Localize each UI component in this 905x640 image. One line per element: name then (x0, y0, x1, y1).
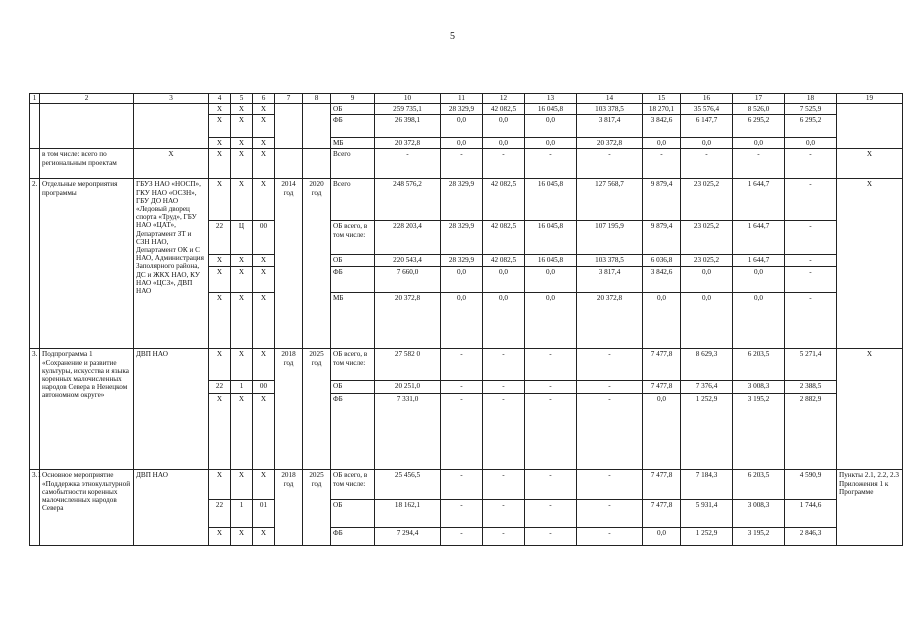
value-cell: 3 195,2 (733, 394, 785, 470)
code-cell: X (209, 470, 231, 500)
code-cell: X (253, 349, 275, 381)
value-cell: - (577, 394, 643, 470)
value-cell: 9 879,4 (643, 221, 681, 255)
code-cell: X (209, 149, 231, 179)
value-cell: 28 329,9 (441, 255, 483, 267)
source-cell: Всего (331, 149, 375, 179)
value-cell: 20 251,0 (375, 381, 441, 394)
value-cell: 0,0 (643, 138, 681, 149)
year-end: 2020 год (303, 179, 331, 349)
header-cell: 17 (733, 94, 785, 104)
value-cell: 16 045,8 (525, 221, 577, 255)
value-cell: 6 203,5 (733, 470, 785, 500)
value-cell: 1 644,7 (733, 255, 785, 267)
value-cell: 7 477,8 (643, 381, 681, 394)
value-cell: - (577, 470, 643, 500)
value-cell: - (525, 149, 577, 179)
value-cell: 127 568,7 (577, 179, 643, 221)
executor-cell: ГБУЗ НАО «НОСП», ГКУ НАО «ОСЗН», ГБУ ДО НАО «Ледовый дворец спорта «Труд», ГБУ НАО «ЦАТ», Департамент ЗТ и СЗН НАО, Департамент ОК и С НАО, Администрация Заполярного района, ДС и ЖКХ НАО, КУ НАО «ЦСЗ», ДВП НАО (134, 179, 209, 349)
value-cell: 18 162,1 (375, 500, 441, 528)
code-cell: X (231, 179, 253, 221)
value-cell: 20 372,8 (375, 293, 441, 349)
value-cell: - (441, 394, 483, 470)
value-cell: - (483, 470, 525, 500)
code-cell: X (231, 255, 253, 267)
header-cell: 6 (253, 94, 275, 104)
header-cell: 8 (303, 94, 331, 104)
value-cell: 7 184,3 (681, 470, 733, 500)
code-cell: X (209, 115, 231, 138)
value-cell: 3 842,6 (643, 115, 681, 138)
value-cell: - (577, 381, 643, 394)
code-cell: X (253, 115, 275, 138)
value-cell: 7 477,8 (643, 500, 681, 528)
value-cell: - (441, 149, 483, 179)
value-cell: 42 082,5 (483, 104, 525, 115)
value-cell: 7 477,8 (643, 470, 681, 500)
code-cell: X (231, 104, 253, 115)
code-cell: 00 (253, 381, 275, 394)
note-cell: X (837, 349, 903, 470)
value-cell: 5 271,4 (785, 349, 837, 381)
value-cell: - (785, 267, 837, 293)
value-cell: 8 629,3 (681, 349, 733, 381)
header-cell: 2 (40, 94, 134, 104)
empty-cell (40, 104, 134, 149)
year-end: 2025 год (303, 470, 331, 546)
value-cell: 42 082,5 (483, 221, 525, 255)
value-cell: - (441, 528, 483, 546)
header-row (30, 94, 903, 104)
value-cell: 5 931,4 (681, 500, 733, 528)
empty-cell (275, 149, 303, 179)
code-cell: X (231, 293, 253, 349)
header-cell: 16 (681, 94, 733, 104)
value-cell: - (375, 149, 441, 179)
empty-cell (134, 104, 209, 149)
source-cell: ФБ (331, 528, 375, 546)
code-cell: X (231, 394, 253, 470)
empty-cell (275, 104, 303, 149)
value-cell: 7 477,8 (643, 349, 681, 381)
code-cell: X (231, 149, 253, 179)
value-cell: 4 590,9 (785, 470, 837, 500)
page-number: 5 (450, 31, 455, 42)
value-cell: 8 526,0 (733, 104, 785, 115)
value-cell: - (483, 528, 525, 546)
code-cell: 22 (209, 221, 231, 255)
value-cell: 103 378,5 (577, 255, 643, 267)
empty-cell (303, 149, 331, 179)
source-cell: ОБ всего, в том числе: (331, 221, 375, 255)
code-cell: X (253, 470, 275, 500)
header-cell: 15 (643, 94, 681, 104)
code-cell: X (209, 293, 231, 349)
row-name: в том числе: всего по региональным проектам (40, 149, 134, 179)
value-cell: - (785, 179, 837, 221)
code-cell: 1 (231, 500, 253, 528)
code-cell: X (231, 115, 253, 138)
source-cell: ОБ всего, в том числе: (331, 349, 375, 381)
value-cell: 23 025,2 (681, 255, 733, 267)
budget-table (29, 93, 903, 546)
value-cell: 6 295,2 (785, 115, 837, 138)
code-cell: X (231, 267, 253, 293)
table-row (30, 179, 903, 221)
code-cell: X (253, 293, 275, 349)
value-cell: 6 295,2 (733, 115, 785, 138)
row-name: Подпрограмма 1 «Сохранение и развитие культуры, искусства и языка коренных малочисленных народов Севера в Ненецком автономном округе» (40, 349, 134, 470)
value-cell: 1 644,7 (733, 221, 785, 255)
value-cell: - (441, 349, 483, 381)
value-cell: 7 294,4 (375, 528, 441, 546)
source-cell: ОБ (331, 381, 375, 394)
value-cell: 3 008,3 (733, 381, 785, 394)
row-number: 3. (30, 349, 40, 470)
code-cell: 00 (253, 221, 275, 255)
value-cell: 28 329,9 (441, 179, 483, 221)
row-number: 3.1 (30, 470, 40, 546)
value-cell: - (643, 149, 681, 179)
source-cell: Всего (331, 179, 375, 221)
note-cell: Пункты 2.1, 2.2, 2.3 Приложения 1 к Программе (837, 470, 903, 546)
value-cell: 0,0 (483, 138, 525, 149)
value-cell: 0,0 (643, 394, 681, 470)
value-cell: 103 378,5 (577, 104, 643, 115)
value-cell: - (785, 255, 837, 267)
header-cell: 4 (209, 94, 231, 104)
value-cell: 259 735,1 (375, 104, 441, 115)
source-cell: ФБ (331, 394, 375, 470)
value-cell: 0,0 (785, 138, 837, 149)
source-cell: МБ (331, 293, 375, 349)
value-cell: 0,0 (441, 115, 483, 138)
value-cell: 0,0 (483, 115, 525, 138)
value-cell: - (441, 470, 483, 500)
source-cell: ОБ (331, 255, 375, 267)
note-cell: X (837, 179, 903, 349)
table-row (30, 104, 903, 115)
row-number: 2. (30, 179, 40, 349)
code-cell: X (253, 267, 275, 293)
code-cell: X (231, 528, 253, 546)
value-cell: 3 817,4 (577, 267, 643, 293)
value-cell: - (483, 349, 525, 381)
value-cell: 6 036,8 (643, 255, 681, 267)
value-cell: 0,0 (681, 293, 733, 349)
executor-cell: ДВП НАО (134, 470, 209, 546)
code-cell: X (209, 179, 231, 221)
value-cell: - (483, 394, 525, 470)
empty-cell (30, 104, 40, 149)
value-cell: 16 045,8 (525, 179, 577, 221)
code-cell: X (253, 149, 275, 179)
row-name: Отдельные мероприятия программы (40, 179, 134, 349)
value-cell: 0,0 (483, 293, 525, 349)
code-cell: X (231, 349, 253, 381)
year-start: 2014 год (275, 179, 303, 349)
value-cell: 3 817,4 (577, 115, 643, 138)
code-cell: X (209, 138, 231, 149)
code-cell: X (209, 267, 231, 293)
value-cell: 0,0 (525, 293, 577, 349)
executor-cell: ДВП НАО (134, 349, 209, 470)
value-cell: 1 252,9 (681, 528, 733, 546)
value-cell: - (733, 149, 785, 179)
value-cell: - (483, 381, 525, 394)
note-cell: X (837, 149, 903, 179)
header-cell: 1 (30, 94, 40, 104)
value-cell: 0,0 (525, 267, 577, 293)
value-cell: 6 147,7 (681, 115, 733, 138)
value-cell: - (577, 500, 643, 528)
value-cell: 0,0 (483, 267, 525, 293)
year-start: 2018 год (275, 349, 303, 470)
source-cell: ФБ (331, 267, 375, 293)
value-cell: 0,0 (441, 267, 483, 293)
source-cell: ФБ (331, 115, 375, 138)
value-cell: 42 082,5 (483, 255, 525, 267)
value-cell: 28 329,9 (441, 104, 483, 115)
row-name: Основное мероприятие «Поддержка этнокультурной самобытности коренных малочисленных народов Севера (40, 470, 134, 546)
code-cell: X (253, 394, 275, 470)
value-cell: 2 388,5 (785, 381, 837, 394)
value-cell: - (441, 500, 483, 528)
value-cell: - (577, 528, 643, 546)
value-cell: 7 331,0 (375, 394, 441, 470)
value-cell: 220 543,4 (375, 255, 441, 267)
empty-cell (303, 104, 331, 149)
header-cell: 3 (134, 94, 209, 104)
value-cell: 9 879,4 (643, 179, 681, 221)
value-cell: 3 195,2 (733, 528, 785, 546)
value-cell: 25 456,5 (375, 470, 441, 500)
value-cell: 0,0 (643, 528, 681, 546)
header-cell: 10 (375, 94, 441, 104)
source-cell: ОБ (331, 104, 375, 115)
header-cell: 18 (785, 94, 837, 104)
value-cell: - (483, 500, 525, 528)
code-cell: X (209, 349, 231, 381)
value-cell: 16 045,8 (525, 104, 577, 115)
value-cell: - (577, 149, 643, 179)
empty-cell (837, 104, 903, 149)
value-cell: - (785, 149, 837, 179)
value-cell: 26 398,1 (375, 115, 441, 138)
value-cell: 3 842,6 (643, 267, 681, 293)
value-cell: - (525, 394, 577, 470)
header-cell: 13 (525, 94, 577, 104)
value-cell: 248 576,2 (375, 179, 441, 221)
header-cell: 14 (577, 94, 643, 104)
value-cell: 0,0 (733, 293, 785, 349)
value-cell: 2 846,3 (785, 528, 837, 546)
year-start: 2018 год (275, 470, 303, 546)
code-cell: 22 (209, 381, 231, 394)
value-cell: 6 203,5 (733, 349, 785, 381)
value-cell: 0,0 (525, 115, 577, 138)
code-cell: X (209, 394, 231, 470)
code-cell: X (253, 528, 275, 546)
code-cell: 1 (231, 381, 253, 394)
value-cell: 7 660,0 (375, 267, 441, 293)
value-cell: 28 329,9 (441, 221, 483, 255)
value-cell: - (525, 381, 577, 394)
value-cell: 0,0 (525, 138, 577, 149)
value-cell: 35 576,4 (681, 104, 733, 115)
header-cell: 19 (837, 94, 903, 104)
value-cell: 228 203,4 (375, 221, 441, 255)
value-cell: 0,0 (643, 293, 681, 349)
code-cell: X (209, 528, 231, 546)
code-cell: 01 (253, 500, 275, 528)
value-cell: - (525, 528, 577, 546)
header-cell: 5 (231, 94, 253, 104)
value-cell: 20 372,8 (577, 293, 643, 349)
code-cell: X (231, 138, 253, 149)
year-end: 2025 год (303, 349, 331, 470)
value-cell: 0,0 (681, 138, 733, 149)
value-cell: 0,0 (441, 293, 483, 349)
source-cell: МБ (331, 138, 375, 149)
value-cell: 107 195,9 (577, 221, 643, 255)
value-cell: 3 008,3 (733, 500, 785, 528)
code-cell: 22 (209, 500, 231, 528)
value-cell: - (483, 149, 525, 179)
code-cell: X (231, 470, 253, 500)
value-cell: 1 252,9 (681, 394, 733, 470)
code-cell: X (253, 255, 275, 267)
empty-cell (30, 149, 40, 179)
code-cell: X (253, 179, 275, 221)
value-cell: 27 582 0 (375, 349, 441, 381)
code-cell: X (209, 104, 231, 115)
value-cell: 0,0 (441, 138, 483, 149)
value-cell: - (525, 500, 577, 528)
value-cell: - (785, 293, 837, 349)
value-cell: 1 644,7 (733, 179, 785, 221)
value-cell: 1 744,6 (785, 500, 837, 528)
source-cell: ОБ всего, в том числе: (331, 470, 375, 500)
code-cell: X (209, 255, 231, 267)
value-cell: 0,0 (681, 267, 733, 293)
value-cell: 18 270,1 (643, 104, 681, 115)
value-cell: - (441, 381, 483, 394)
header-cell: 11 (441, 94, 483, 104)
value-cell: 0,0 (733, 267, 785, 293)
header-cell: 12 (483, 94, 525, 104)
value-cell: 23 025,2 (681, 179, 733, 221)
table-row (30, 470, 903, 500)
header-cell: 7 (275, 94, 303, 104)
value-cell: 7 525,9 (785, 104, 837, 115)
value-cell: 7 376,4 (681, 381, 733, 394)
value-cell: 20 372,8 (375, 138, 441, 149)
code-cell: X (253, 104, 275, 115)
value-cell: 42 082,5 (483, 179, 525, 221)
table-row (30, 349, 903, 381)
value-cell: 2 882,9 (785, 394, 837, 470)
value-cell: 16 045,8 (525, 255, 577, 267)
value-cell: - (525, 349, 577, 381)
value-cell: - (681, 149, 733, 179)
value-cell: - (525, 470, 577, 500)
source-cell: ОБ (331, 500, 375, 528)
header-cell: 9 (331, 94, 375, 104)
code-cell: X (253, 138, 275, 149)
value-cell: - (577, 349, 643, 381)
value-cell: 23 025,2 (681, 221, 733, 255)
code-cell: X (134, 149, 209, 179)
value-cell: - (785, 221, 837, 255)
code-cell: Ц (231, 221, 253, 255)
value-cell: 20 372,8 (577, 138, 643, 149)
value-cell: 0,0 (733, 138, 785, 149)
table-row (30, 149, 903, 179)
